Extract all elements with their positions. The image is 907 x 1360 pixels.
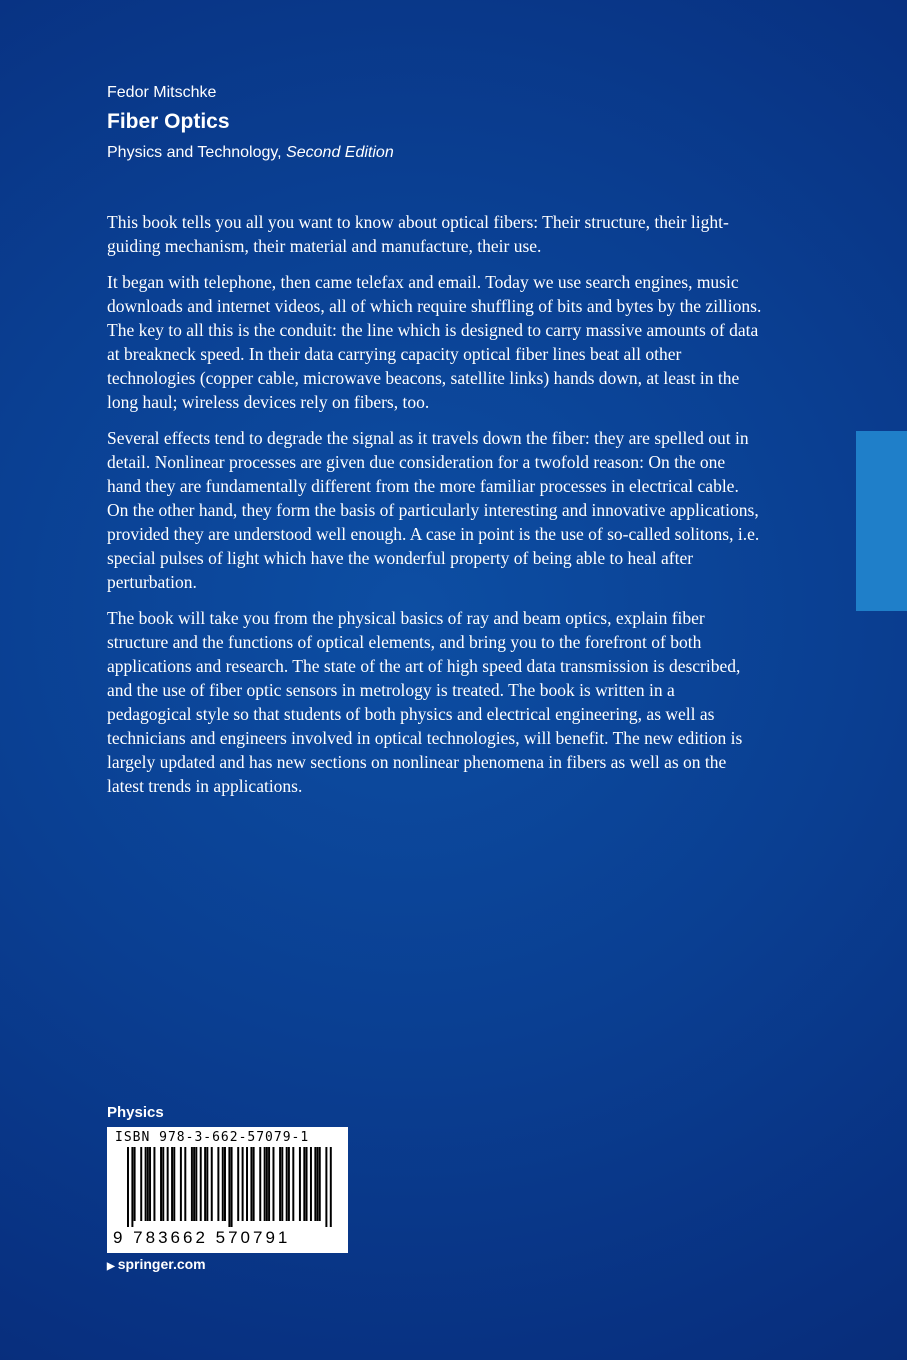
barcode-bar xyxy=(200,1147,202,1221)
blurb xyxy=(107,210,763,810)
barcode-bar xyxy=(140,1147,142,1221)
barcode-bar xyxy=(310,1147,312,1221)
barcode-bar xyxy=(224,1147,226,1221)
barcode-bar xyxy=(288,1147,290,1221)
book-subtitle xyxy=(107,144,394,162)
publisher-link[interactable] xyxy=(107,1256,206,1272)
barcode-bar xyxy=(242,1147,244,1221)
barcode-bar xyxy=(173,1147,175,1221)
barcode-bar xyxy=(222,1147,224,1221)
barcode-bar xyxy=(195,1147,197,1221)
barcode-bar xyxy=(206,1147,208,1221)
barcode-bar xyxy=(217,1147,219,1221)
isbn-digits: 9 783662 570791 xyxy=(113,1228,291,1247)
barcode-bar xyxy=(153,1147,155,1221)
barcode-bar xyxy=(292,1147,294,1221)
book-title: Fiber Optics xyxy=(107,110,230,133)
barcode-bar xyxy=(180,1147,182,1221)
edition-text: Second Edition xyxy=(286,144,394,161)
barcode-bar xyxy=(127,1147,129,1227)
barcode-bar xyxy=(259,1147,261,1221)
isbn-label: ISBN 978-3-662-57079-1 xyxy=(115,1130,310,1145)
barcode-bar xyxy=(145,1147,147,1221)
spine-color-tab xyxy=(856,431,907,611)
barcode-bar xyxy=(281,1147,283,1221)
barcode-bar xyxy=(319,1147,321,1221)
barcode-bar xyxy=(330,1147,332,1227)
blurb-paragraph-2: It began with telephone, then came telefax and email. Today we use search engines, music downloads and internet videos, all of which require shuffling of bits and bytes by the zillions. The key to all this is the conduit: the line which is designed to carry massive amounts of data at breakneck speed. In their data carrying capacity optical fiber lines beat all other technologies (copper cable, microwave beacons, satellite links) hands down, at least in the long haul; wireless devices rely on fibers, too. xyxy=(107,272,762,412)
isbn-barcode xyxy=(107,1127,348,1253)
barcode-bar xyxy=(160,1147,162,1221)
barcode-bar xyxy=(167,1147,169,1221)
barcode-bar xyxy=(193,1147,195,1221)
barcode-bar xyxy=(228,1147,230,1227)
play-arrow-icon: ▶ xyxy=(107,1261,115,1272)
barcode-bar xyxy=(303,1147,305,1221)
barcode-bar xyxy=(314,1147,316,1221)
barcode-bar xyxy=(253,1147,255,1221)
subtitle-text: Physics and Technology, xyxy=(107,144,282,161)
barcode-bar xyxy=(237,1147,239,1221)
barcode-bar xyxy=(272,1147,274,1221)
barcode-bar xyxy=(211,1147,213,1221)
barcode-bar xyxy=(231,1147,233,1227)
category-label: Physics xyxy=(107,1104,164,1121)
barcode-bar xyxy=(171,1147,173,1221)
barcode-bar xyxy=(299,1147,301,1221)
blurb-paragraph-3: Several effects tend to degrade the signal as it travels down the fiber: they are spelled out in detail. Nonlinear processes are given due consideration for a twofold reason: On the one hand they are fundamentally different from the more familiar processes in electrical cable. On the other hand, they form the basis of particularly interesting and innovative applications, provided they are understood well enough. A case in point is the use of so-called solitons, i.e. special pulses of light which have the wonderful property of being able to heal after perturbation. xyxy=(107,428,760,592)
barcode-bar xyxy=(149,1147,151,1221)
barcode-bar xyxy=(286,1147,288,1221)
barcode-bar xyxy=(131,1147,133,1227)
barcode-bar xyxy=(279,1147,281,1221)
blurb-paragraph-4: The book will take you from the physical basics of ray and beam optics, explain fiber structure and the functions of optical elements, and bring you to the forefront of both applications and research. The state of the art of high speed data transmission is described, and the use of fiber optic sensors in metrology is treated. The book is written in a pedagogical style so that students of both physics and electrical engineering, as well as technicians and engineers involved in optical technologies, will benefit. The new edition is largely updated and has new sections on nonlinear phenomena in fibers as well as on the latest trends in applications. xyxy=(107,608,743,796)
barcode-bar xyxy=(268,1147,270,1221)
barcode-bar xyxy=(306,1147,308,1221)
barcode-bar xyxy=(250,1147,252,1221)
barcode-bar xyxy=(317,1147,319,1221)
barcode-bar xyxy=(246,1147,248,1221)
author-name: Fedor Mitschke xyxy=(107,84,217,101)
barcode-bar xyxy=(147,1147,149,1221)
barcode-bar xyxy=(191,1147,193,1221)
publisher-url: springer.com xyxy=(117,1256,206,1272)
barcode-bar xyxy=(134,1147,136,1221)
barcode-bar xyxy=(325,1147,327,1227)
barcode-bar xyxy=(162,1147,164,1221)
barcode-bars xyxy=(127,1147,332,1227)
barcode-bar xyxy=(264,1147,266,1221)
barcode-bar xyxy=(184,1147,186,1221)
barcode-bar xyxy=(204,1147,206,1221)
blurb-paragraph-1: This book tells you all you want to know about optical fibers: Their structure, their light-guiding mechanism, their material and manufacture, their use. xyxy=(107,212,729,256)
barcode-bar xyxy=(266,1147,268,1221)
